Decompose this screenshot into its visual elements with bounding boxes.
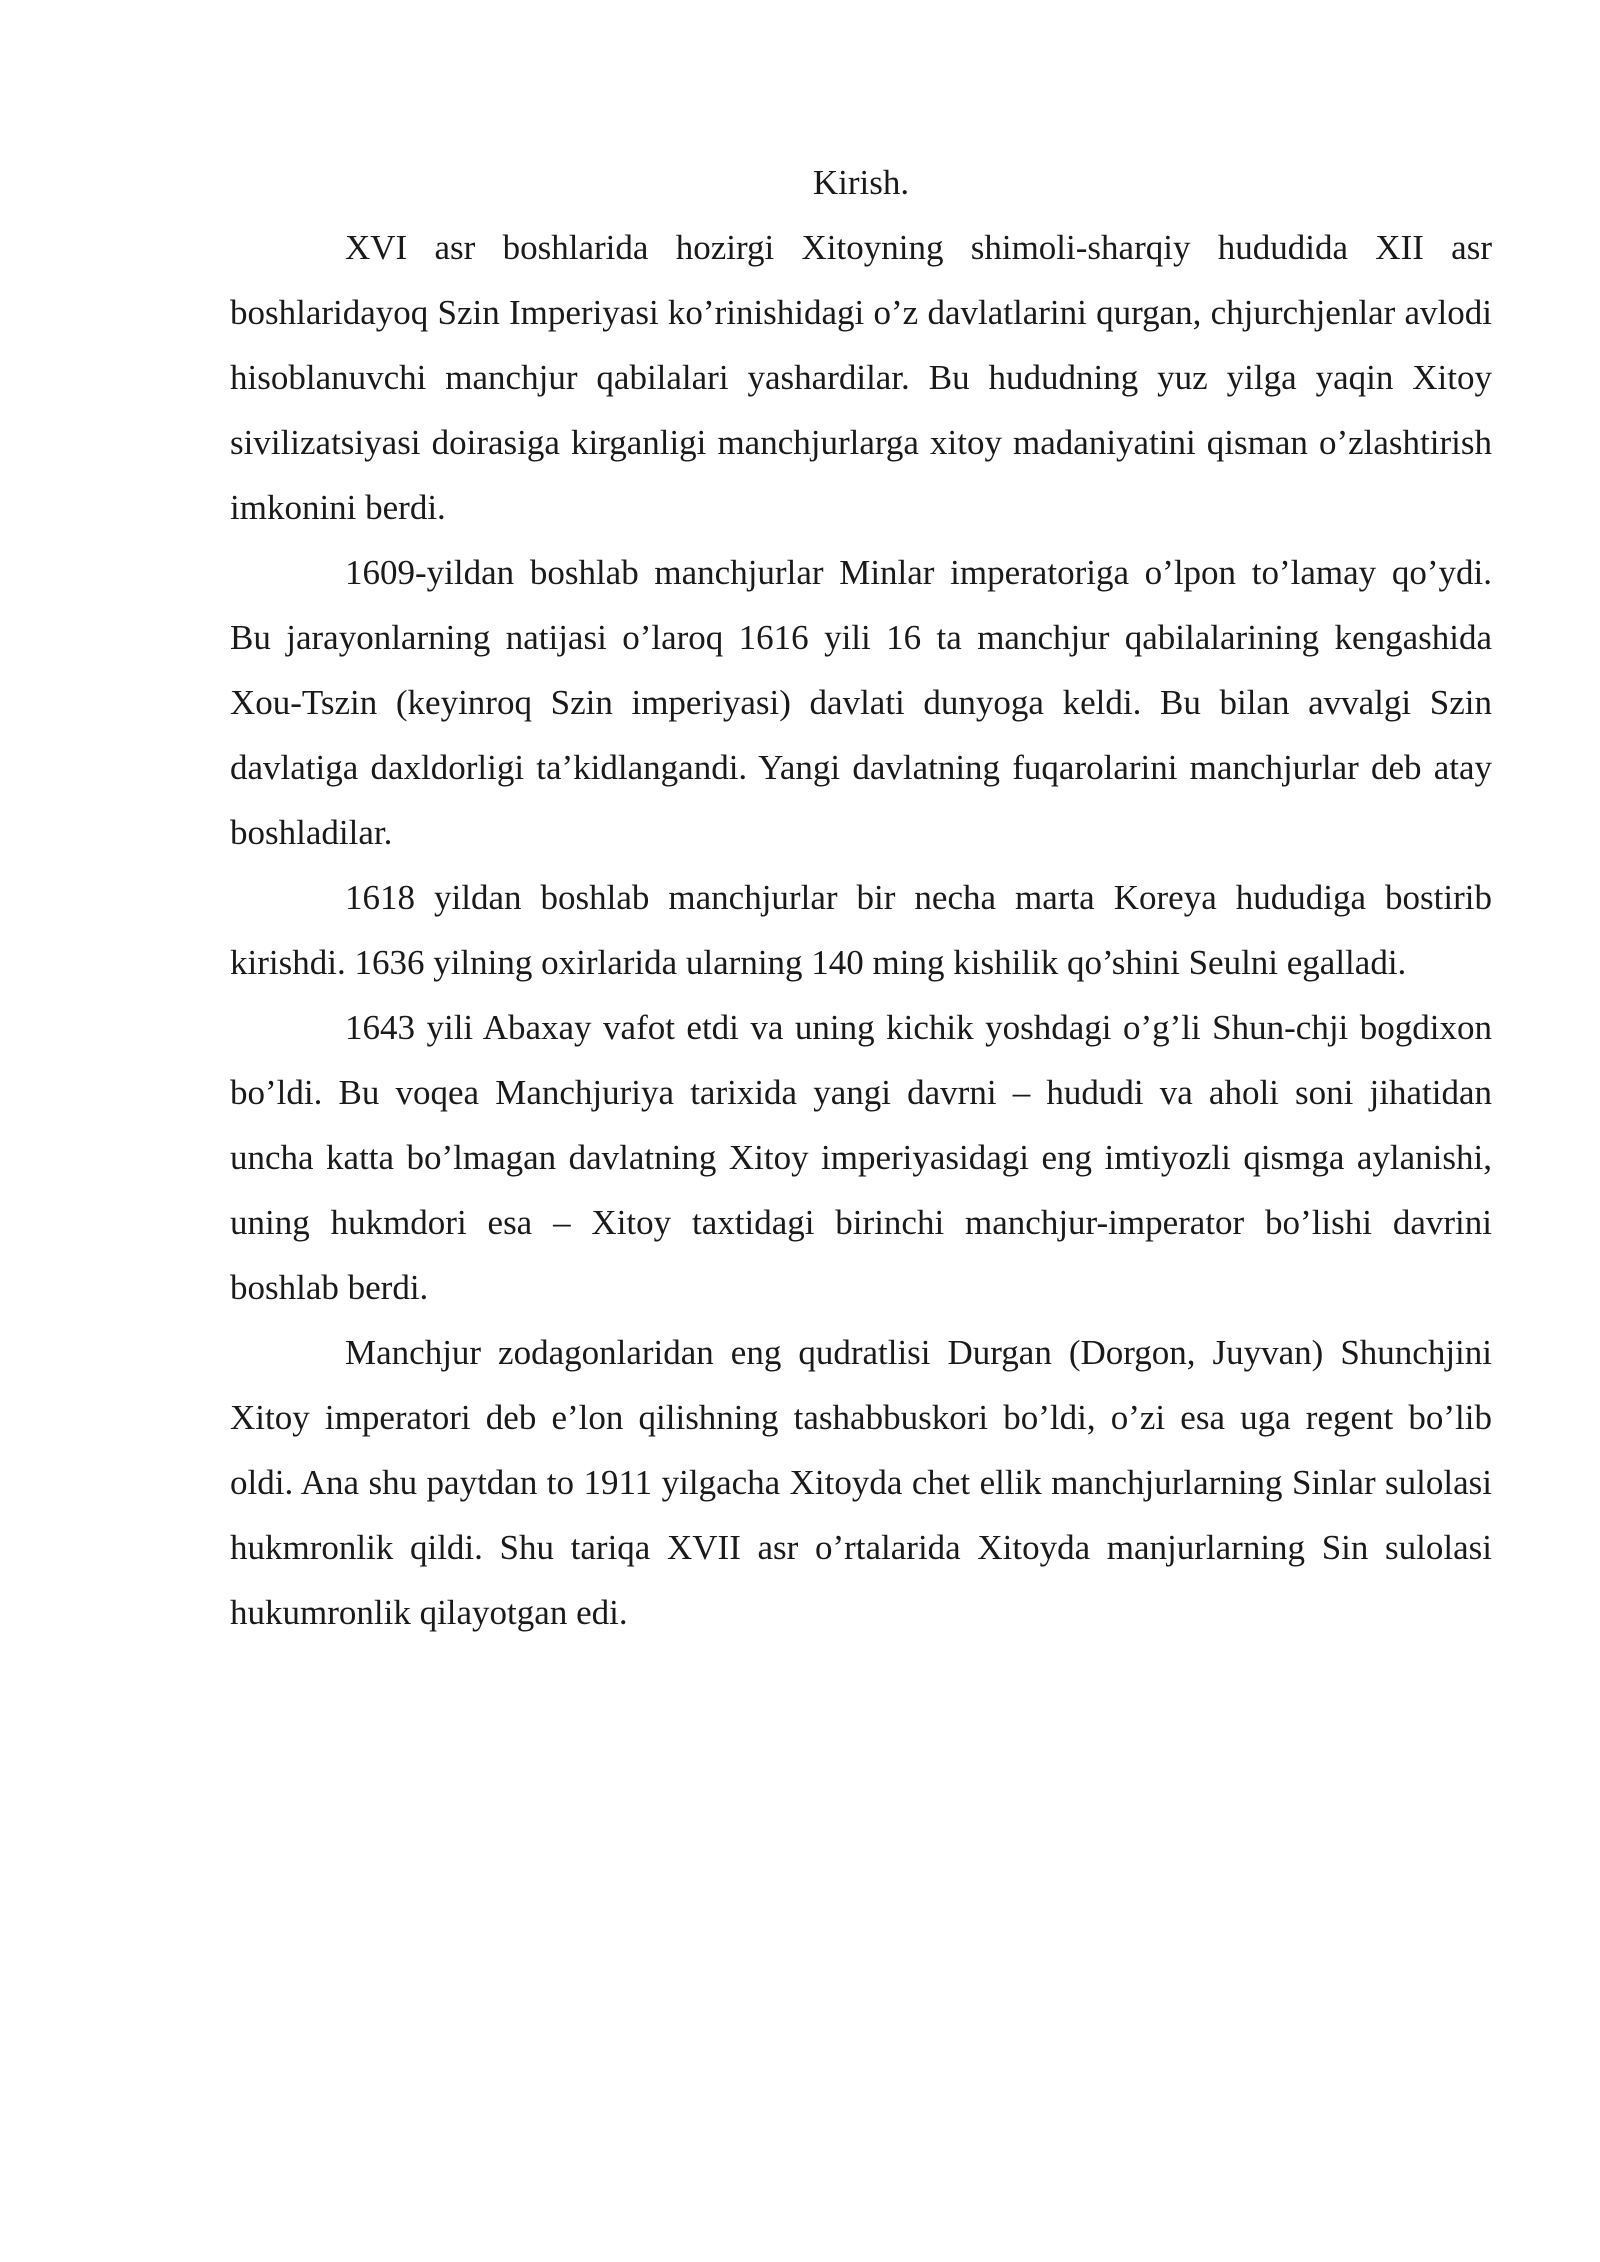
document-title: Kirish.	[812, 163, 910, 202]
document-body	[230, 150, 1492, 1645]
paragraph-1: XVI asr boshlarida hozirgi Xitoyning shimoli-sharqiy hududida XII asr boshlaridayoq Szin Imperiyasi ko’rinishidagi o’z davlatlarini qurgan, chjurchjenlar avlodi hisoblanuvchi manchjur qabilalari yashardilar. Bu hududning yuz yilga yaqin Xitoy sivilizatsiyasi doirasiga kirganligi manchjurlarga xitoy madaniyatini qisman o’zlashtirish imkonini berdi.	[230, 228, 1492, 527]
paragraph-2: 1609-yildan boshlab manchjurlar Minlar imperatoriga o’lpon to’lamay qo’ydi. Bu jarayonlarning natijasi o’laroq 1616 yili 16 ta manchjur qabilalarining kengashida Xou-Tszin (keyinroq Szin imperiyasi) davlati dunyoga keldi. Bu bilan avvalgi Szin davlatiga daxldorligi ta’kidlangandi. Yangi davlatning fuqarolarini manchjurlar deb atay boshladilar.	[230, 553, 1492, 852]
paragraph-4: 1643 yili Abaxay vafot etdi va uning kichik yoshdagi o’g’li Shun-chji bogdixon bo’ldi. Bu voqea Manchjuriya tarixida yangi davrni – hududi va aholi soni jihatidan uncha katta bo’lmagan davlatning Xitoy imperiyasidagi eng imtiyozli qismga aylanishi, uning hukmdori esa – Xitoy taxtidagi birinchi manchjur-imperator bo’lishi davrini boshlab berdi.	[230, 1008, 1492, 1307]
paragraph-3: 1618 yildan boshlab manchjurlar bir necha marta Koreya hududiga bostirib kirishdi. 1636 yilning oxirlarida ularning 140 ming kishilik qo’shini Seulni egalladi.	[230, 878, 1492, 982]
paragraph-5: Manchjur zodagonlaridan eng qudratlisi Durgan (Dorgon, Juyvan) Shunchjini Xitoy imperatori deb e’lon qilishning tashabbuskori bo’ldi, o’zi esa uga regent bo’lib oldi. Ana shu paytdan to 1911 yilgacha Xitoyda chet ellik manchjurlarning Sinlar sulolasi hukmronlik qildi. Shu tariqa XVII asr o’rtalarida Xitoyda manjurlarning Sin sulolasi hukumronlik qilayotgan edi.	[230, 1333, 1492, 1632]
